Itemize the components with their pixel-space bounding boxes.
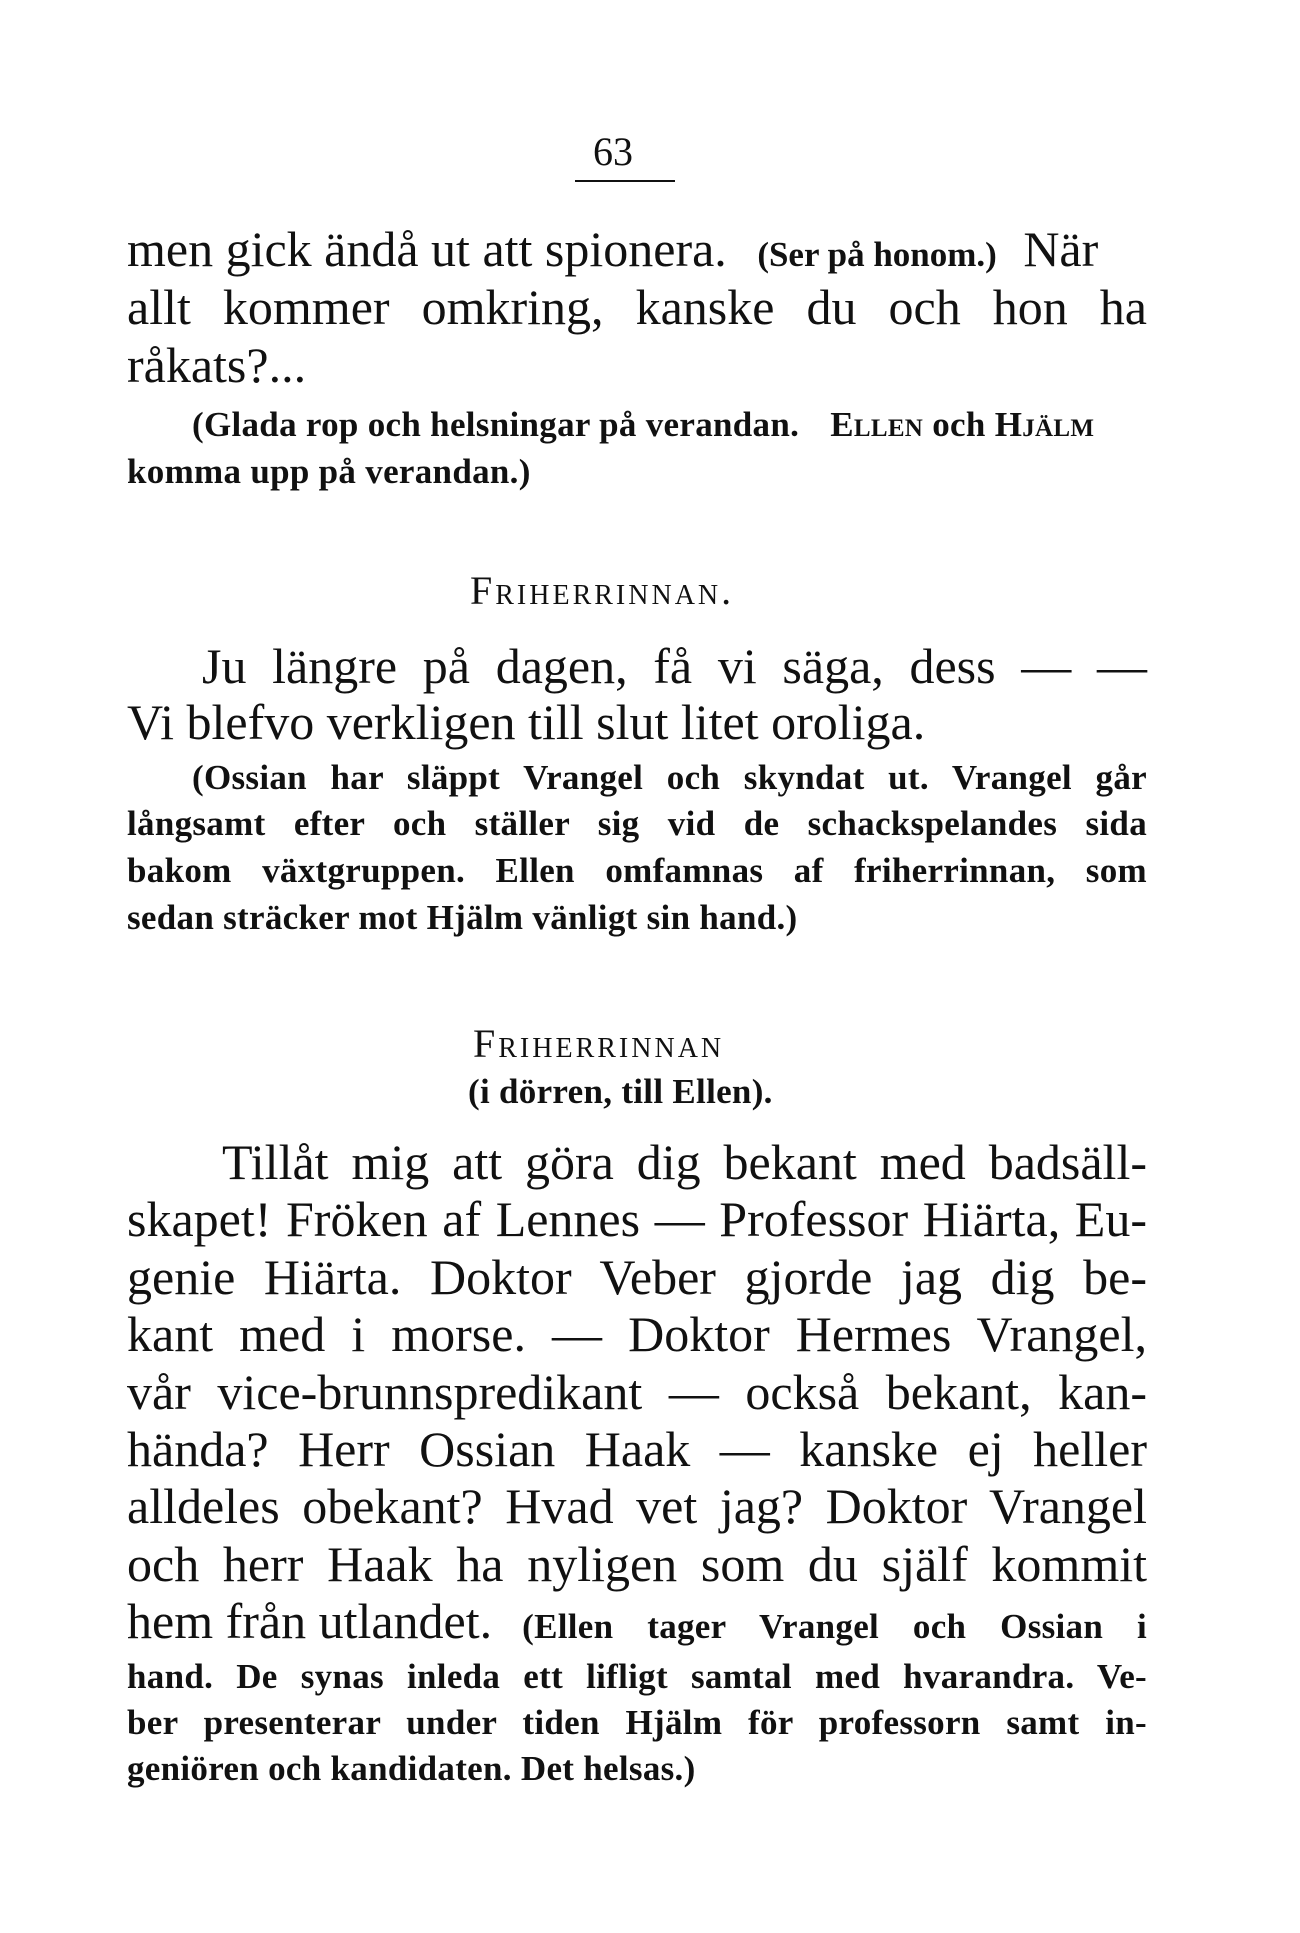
character-name: Ellen	[830, 405, 924, 444]
text-line-6: Tillåt mig att göra dig bekant med badsäll-	[222, 1134, 1147, 1190]
text-line-12: alldeles obekant? Hvad vet jag? Doktor Vrangel	[127, 1478, 1147, 1534]
speaker-name: Friherrinnan.	[470, 568, 735, 613]
page-number: 63	[593, 129, 633, 174]
text-line-7: skapet! Fröken af Lennes — Professor Hiärta, Eu-	[127, 1191, 1147, 1247]
stage-direction: (Ellen tager Vrangel och Ossian i	[522, 1607, 1147, 1646]
text-line-8: genie Hiärta. Doktor Veber gjorde jag dig be-	[127, 1249, 1147, 1305]
stage-direction-line-8: ber presenterar under tiden Hjälm för professorn samt in-	[127, 1703, 1147, 1742]
text-line-9: kant med i morse. — Doktor Hermes Vrangel,	[127, 1306, 1147, 1362]
text-line-11: hända? Herr Ossian Haak — kanske ej heller	[127, 1421, 1147, 1477]
stage-direction-line-5: bakom växtgruppen. Ellen omfamnas af friherrinnan, som	[127, 851, 1147, 890]
text-line-1	[127, 220, 1147, 278]
dialogue-text: hem från utlandet.	[127, 1593, 493, 1649]
stage-direction: och	[932, 405, 986, 444]
text-line-4: Ju längre på dagen, få vi säga, dess — —	[202, 638, 1147, 694]
speaker-name: Friherrinnan	[473, 1021, 725, 1066]
dialogue-text: När	[1023, 221, 1099, 277]
stage-direction-line-9: geniören och kandidaten. Det helsas.)	[127, 1749, 696, 1788]
text-line-3: råkats?...	[127, 337, 307, 393]
dialogue-text: men gick ändå ut att spionera.	[127, 221, 727, 277]
stage-direction-line-3: (Ossian har släppt Vrangel och skyndat ut. Vrangel går	[192, 758, 1147, 797]
character-name: Hjälm	[994, 405, 1095, 444]
stage-direction-line-1	[192, 405, 1147, 445]
stage-direction-line-4: långsamt efter och ställer sig vid de schackspelandes sida	[127, 804, 1147, 843]
stage-direction-line-2: komma upp på verandan.)	[127, 452, 531, 491]
stage-direction: (Ser på honom.)	[757, 235, 997, 274]
text-line-5: Vi blefvo verkligen till slut litet oroliga.	[127, 694, 926, 750]
stage-direction-line-6: sedan sträcker mot Hjälm vänligt sin hand.)	[127, 898, 798, 937]
stage-direction-line-7: hand. De synas inleda ett lifligt samtal med hvarandra. Ve-	[127, 1657, 1147, 1696]
text-line-13: och herr Haak ha nyligen som du själf kommit	[127, 1536, 1147, 1592]
speaker-direction: (i dörren, till Ellen).	[468, 1072, 773, 1111]
stage-direction: (Glada rop och helsningar på verandan.	[192, 405, 800, 444]
page-number-rule	[575, 180, 675, 182]
text-line-10: vår vice-brunnspredikant — också bekant, kan-	[127, 1364, 1147, 1420]
text-line-2: allt kommer omkring, kanske du och hon ha	[127, 279, 1147, 335]
text-line-14	[127, 1592, 1147, 1650]
